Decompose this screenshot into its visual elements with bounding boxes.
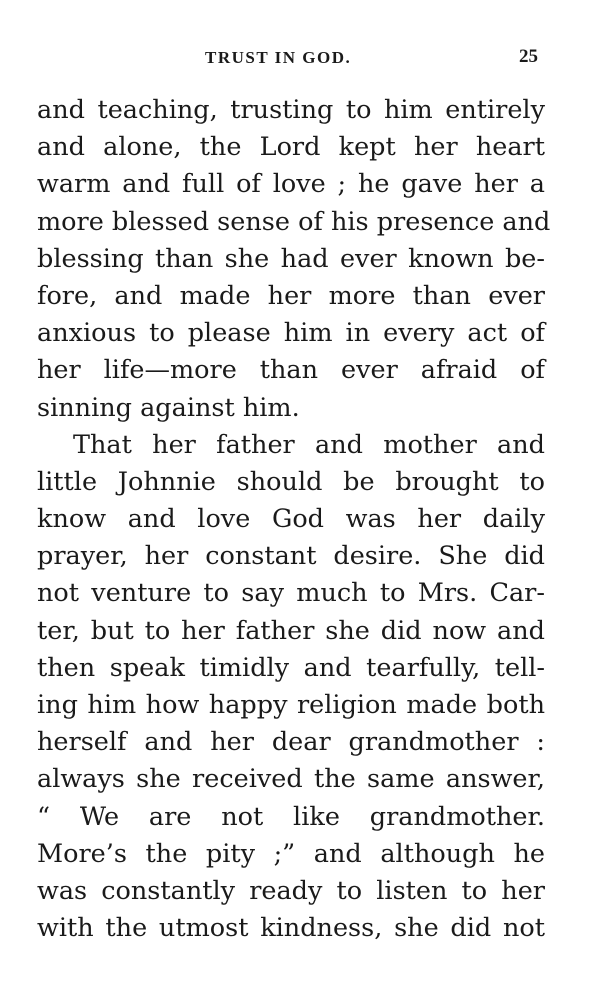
text-line: warm and full of love ; he gave her a — [37, 169, 545, 200]
running-header — [0, 44, 615, 74]
text-line-paragraph-end: sinning against him. — [37, 392, 300, 423]
text-line: ter, but to her father she did now and — [37, 615, 545, 646]
text-line: ing him how happy religion made both — [37, 690, 545, 720]
text-line: More’s the pity ;” and although he — [37, 838, 545, 869]
text-line: anxious to please him in every act of — [37, 318, 545, 349]
text-line: always she received the same answer, — [37, 764, 545, 795]
text-line: more blessed sense of his presence and — [37, 206, 551, 237]
page-number: 25 — [519, 46, 538, 67]
text-line: “ We are not like grandmother. — [37, 801, 545, 832]
text-line-paragraph-start: That her father and mother and — [73, 429, 545, 460]
text-line: and teaching, trusting to him entirely — [37, 95, 545, 125]
body-text — [37, 92, 551, 947]
text-line: her life—more than ever afraid of — [37, 355, 545, 386]
text-line: fore, and made her more than ever — [37, 280, 545, 311]
running-title: TRUST IN GOD. — [205, 48, 352, 67]
text-line: not venture to say much to Mrs. Car- — [37, 578, 545, 609]
text-line: was constantly ready to listen to her — [37, 875, 545, 906]
text-line: know and love God was her daily — [37, 504, 545, 535]
text-line: then speak timidly and tearfully, tell- — [37, 652, 545, 683]
text-line: blessing than she had ever known be- — [37, 243, 545, 274]
text-line: little Johnnie should be brought to — [37, 466, 545, 497]
text-line: and alone, the Lord kept her heart — [37, 132, 545, 163]
text-line: prayer, her constant desire. She did — [37, 541, 545, 572]
text-line: herself and her dear grandmother : — [37, 727, 545, 758]
text-line: with the utmost kindness, she did not — [37, 913, 545, 944]
